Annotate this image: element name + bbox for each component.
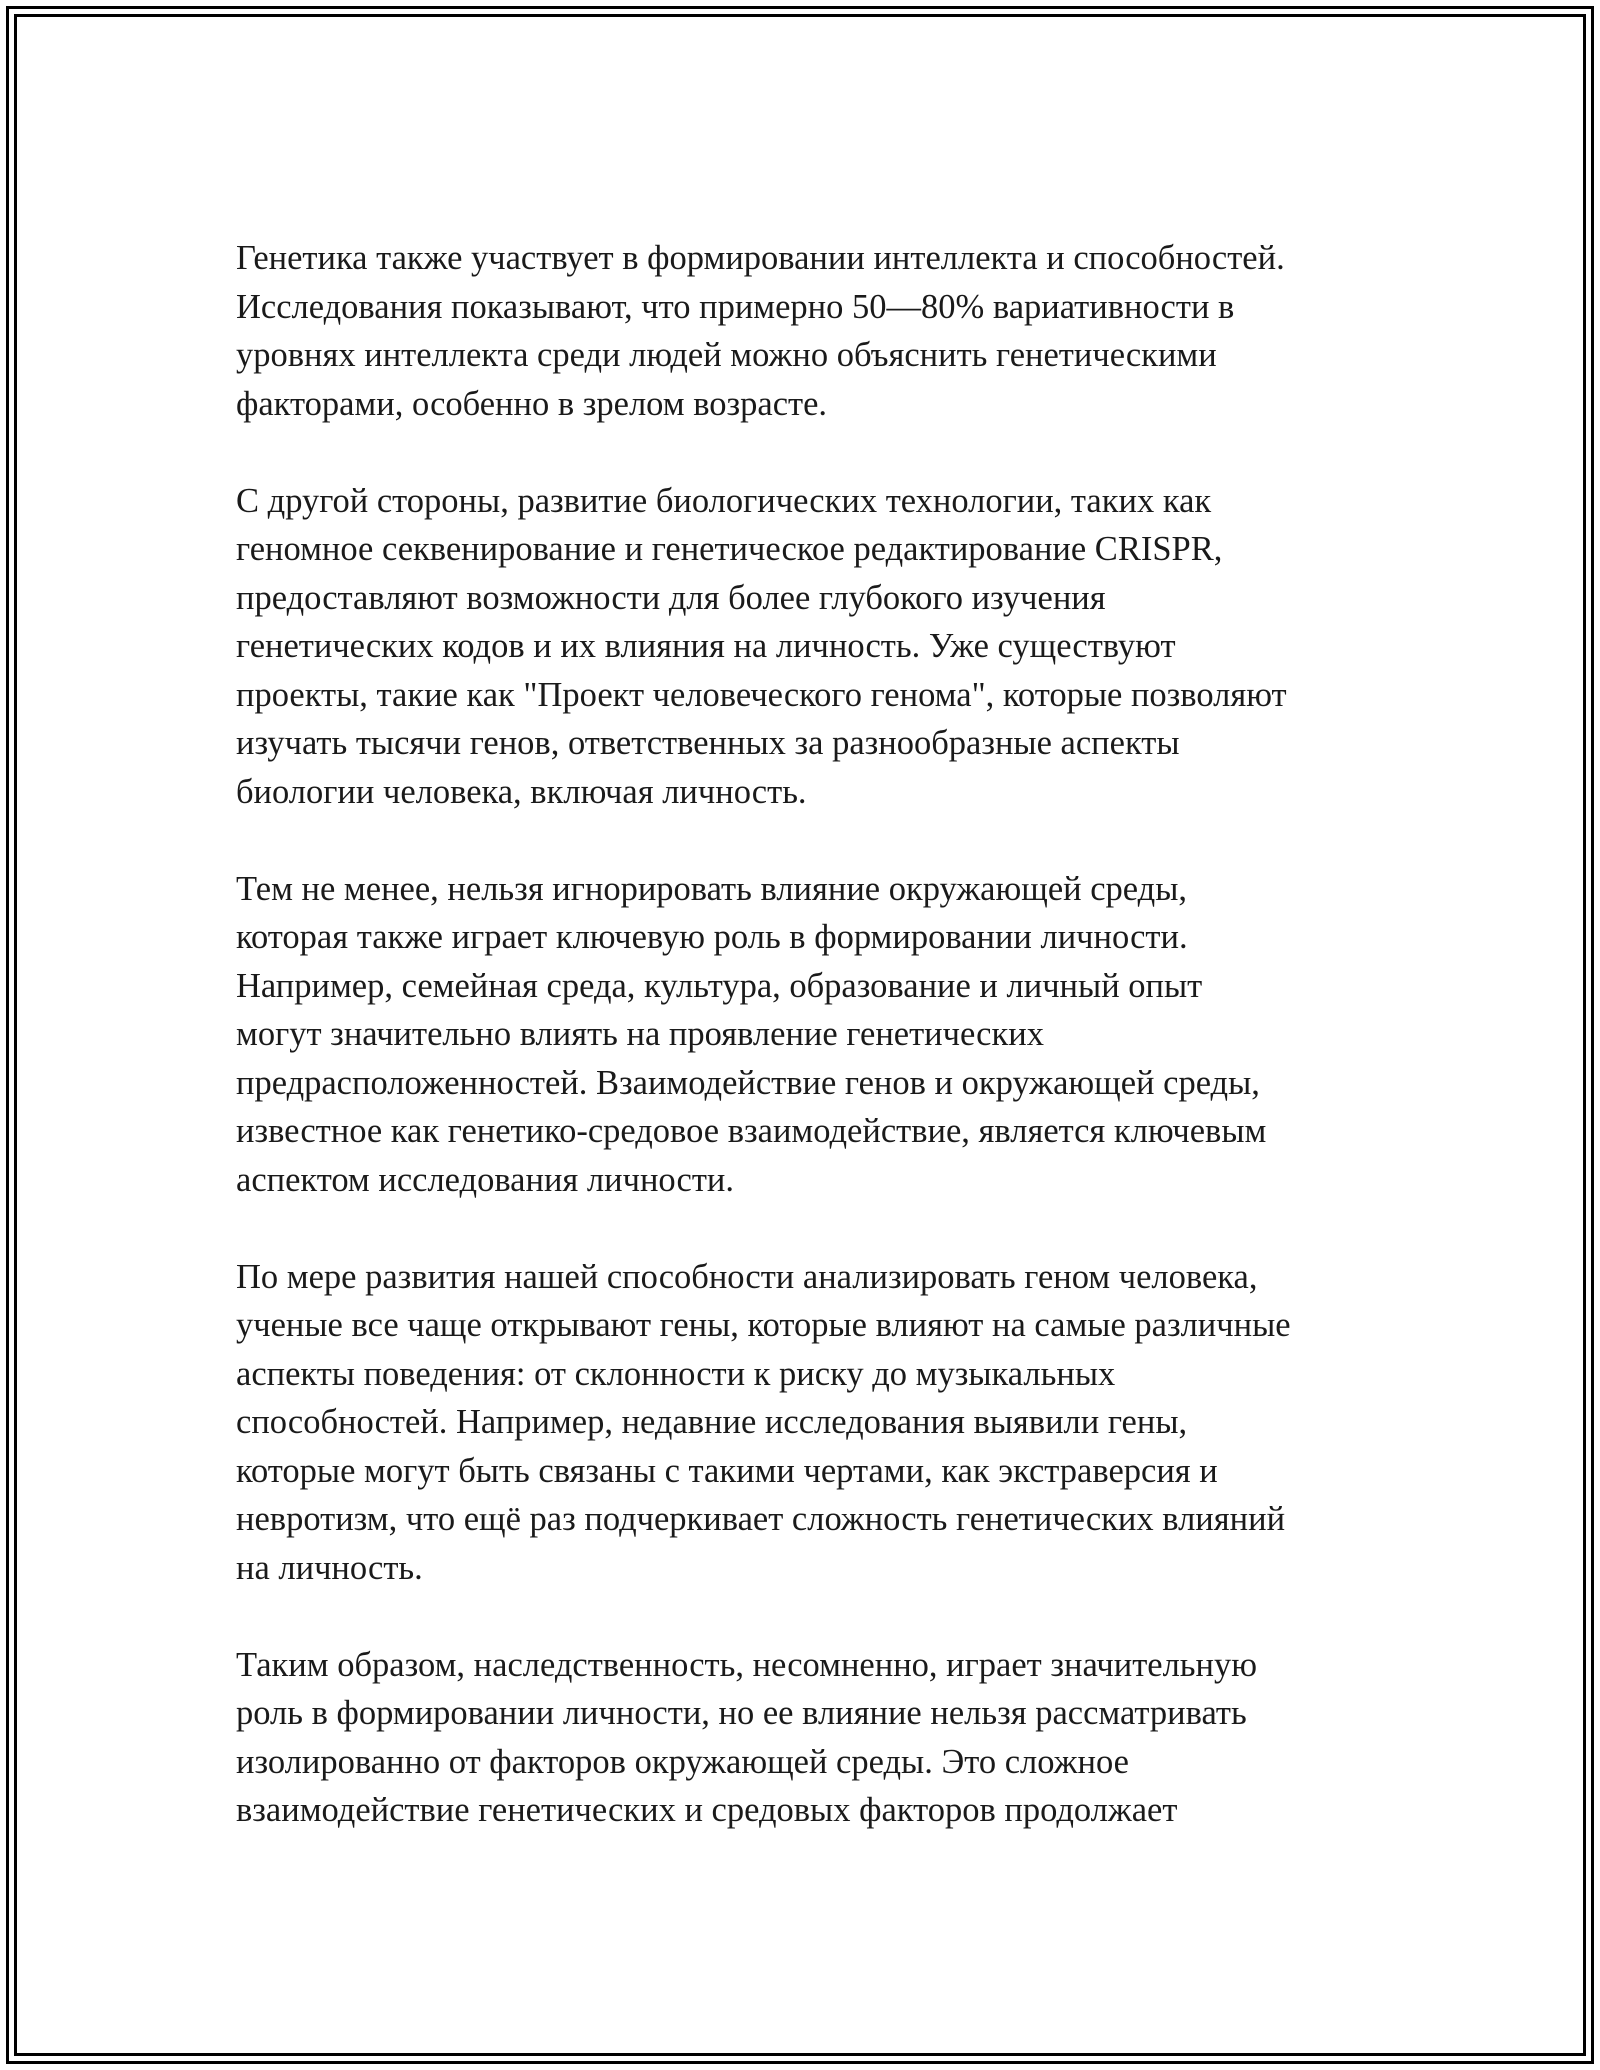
text-line: предрасположенностей. Взаимодействие генов и окружающей среды, (236, 1063, 1260, 1102)
text-line: Генетика также участвует в формировании интеллекта и способностей. (236, 239, 1285, 277)
text-line: изучать тысячи генов, ответственных за разнообразные аспекты (236, 724, 1180, 762)
text-line: аспектом исследования личности. (236, 1160, 734, 1199)
paragraph (236, 1253, 1376, 1593)
text-line: могут значительно влиять на проявление генетических (236, 1015, 1044, 1053)
text-line: способностей. Например, недавние исследования выявили гены, (236, 1403, 1188, 1441)
text-line: изолированно от факторов окружающей среды. Это сложное (236, 1742, 1129, 1781)
text-line: Тем не менее, нельзя игнорировать влияние окружающей среды, (236, 869, 1188, 908)
text-line: которые могут быть связаны с такими чертами, как экстраверсия и (236, 1451, 1218, 1490)
text-line: Исследования показывают, что примерно 50—80% вариативности в (236, 287, 1235, 326)
text-line: Например, семейная среда, культура, образование и личный опыт (236, 966, 1203, 1005)
text-line: проекты, такие как "Проект человеческого генома", которые позволяют (236, 675, 1287, 714)
text-line: взаимодействие генетических и средовых факторов продолжает (236, 1791, 1178, 1829)
text-line: геномное секвенирование и генетическое редактирование CRISPR, (236, 530, 1223, 568)
text-line: на личность. (236, 1548, 423, 1587)
text-line: уровнях интеллекта среди людей можно объяснить генетическими (236, 336, 1217, 374)
text-line: роль в формировании личности, но ее влияние нельзя рассматривать (236, 1694, 1247, 1732)
paragraph (236, 1641, 1376, 1835)
document-body (236, 234, 1376, 1835)
text-line: По мере развития нашей способности анализировать геном человека, (236, 1257, 1258, 1296)
text-line: Таким образом, наследственность, несомненно, играет значительную (236, 1645, 1258, 1684)
text-line: ученые все чаще открывают гены, которые влияют на самые различные (236, 1306, 1291, 1344)
text-line: С другой стороны, развитие биологических технологии, таких как (236, 481, 1212, 520)
text-line: генетических кодов и их влияния на личность. Уже существуют (236, 627, 1176, 665)
text-line: которая также играет ключевую роль в формировании личности. (236, 918, 1188, 956)
paragraph (236, 234, 1376, 428)
text-line: аспекты поведения: от склонности к риску до музыкальных (236, 1354, 1116, 1393)
text-line: предоставляют возможности для более глубокого изучения (236, 578, 1106, 617)
paragraph (236, 865, 1376, 1205)
paragraph (236, 477, 1376, 817)
text-line: известное как генетико-средовое взаимодействие, является ключевым (236, 1112, 1267, 1150)
text-line: невротизм, что ещё раз подчеркивает сложность генетических влияний (236, 1500, 1286, 1538)
text-line: факторами, особенно в зрелом возрасте. (236, 384, 828, 423)
text-line: биологии человека, включая личность. (236, 772, 807, 811)
